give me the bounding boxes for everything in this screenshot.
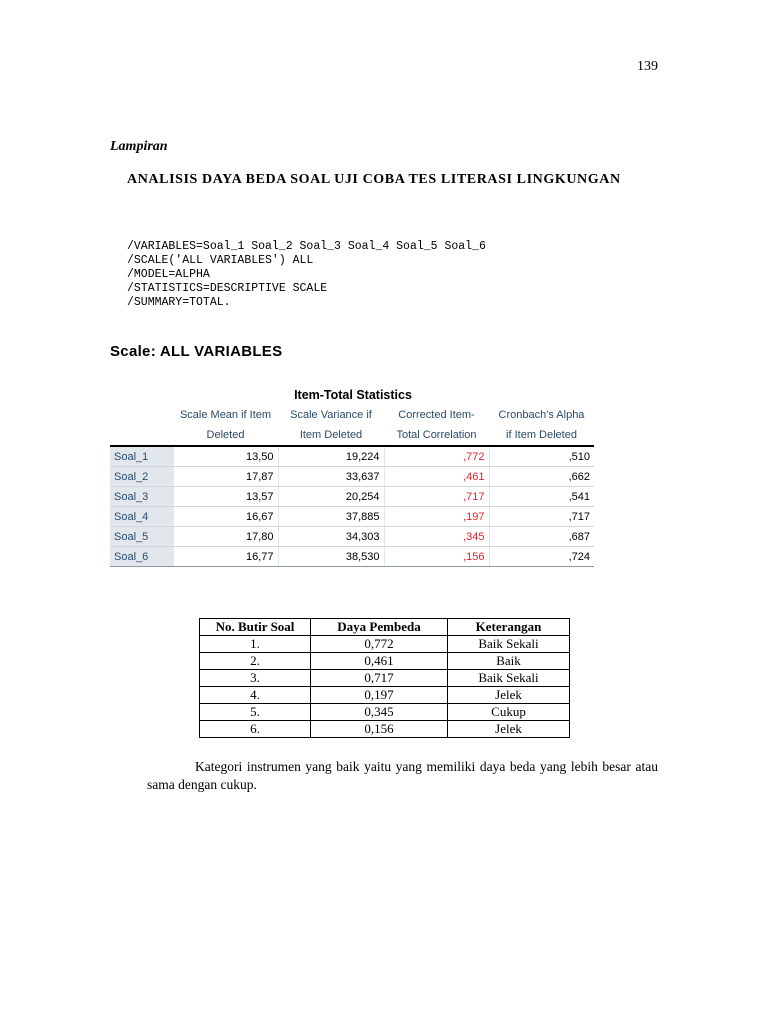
header-cell: Deleted — [173, 425, 278, 446]
table-cell: ,197 — [384, 507, 489, 527]
syntax-line: /STATISTICS=DESCRIPTIVE SCALE — [127, 282, 328, 295]
table-cell: 19,224 — [278, 446, 384, 467]
table-row — [110, 507, 594, 527]
table-cell: 13,50 — [173, 446, 278, 467]
table-cell: 0,772 — [311, 636, 448, 653]
table-cell: Jelek — [448, 687, 570, 704]
table-cell: 6. — [200, 721, 311, 738]
header-cell — [110, 425, 173, 446]
table-cell: ,662 — [489, 467, 594, 487]
table-cell: 4. — [200, 687, 311, 704]
table-row — [200, 670, 570, 687]
syntax-line: /SCALE('ALL VARIABLES') ALL — [127, 254, 314, 267]
table-header-row — [110, 425, 594, 446]
table-row — [200, 687, 570, 704]
syntax-line: /MODEL=ALPHA — [127, 268, 210, 281]
conclusion-paragraph — [147, 758, 658, 794]
appendix-label: Lampiran — [110, 139, 168, 154]
table-cell: 5. — [200, 704, 311, 721]
header-cell: Scale Variance if — [290, 409, 372, 421]
table-cell: Cukup — [448, 704, 570, 721]
table-cell: ,156 — [384, 547, 489, 567]
table-row — [200, 636, 570, 653]
table-cell: Jelek — [448, 721, 570, 738]
table-cell: 33,637 — [278, 467, 384, 487]
table-cell: ,724 — [489, 547, 594, 567]
table-cell: 3. — [200, 670, 311, 687]
table-cell: 0,461 — [311, 653, 448, 670]
header-cell: if Item Deleted — [489, 425, 594, 446]
header-cell: Scale Mean if Item — [179, 409, 272, 421]
table-row — [110, 527, 594, 547]
table-header-row — [110, 405, 594, 425]
table-cell: ,510 — [489, 446, 594, 467]
table-row — [200, 704, 570, 721]
spss-syntax-block — [127, 240, 486, 310]
table-cell: Baik Sekali — [448, 670, 570, 687]
item-total-title: Item-Total Statistics — [294, 388, 412, 402]
table-cell: ,541 — [489, 487, 594, 507]
header-cell: No. Butir Soal — [200, 619, 311, 636]
table-cell: 17,87 — [173, 467, 278, 487]
row-label: Soal_2 — [110, 467, 173, 487]
table-cell: 1. — [200, 636, 311, 653]
table-header-row — [200, 619, 570, 636]
table-cell: 37,885 — [278, 507, 384, 527]
table-row — [110, 446, 594, 467]
table-cell: 13,57 — [173, 487, 278, 507]
table-cell: 16,77 — [173, 547, 278, 567]
table-cell: ,717 — [489, 507, 594, 527]
table-cell: ,461 — [384, 467, 489, 487]
table-cell: ,687 — [489, 527, 594, 547]
row-label: Soal_6 — [110, 547, 173, 567]
table-cell: Baik Sekali — [448, 636, 570, 653]
table-row — [110, 487, 594, 507]
table-row — [110, 467, 594, 487]
header-cell: Daya Pembeda — [311, 619, 448, 636]
table-cell: ,772 — [384, 446, 489, 467]
table-row — [200, 721, 570, 738]
page-number: 139 — [637, 59, 658, 74]
scale-heading: Scale: ALL VARIABLES — [110, 343, 283, 360]
row-label: Soal_5 — [110, 527, 173, 547]
table-cell: ,717 — [384, 487, 489, 507]
row-label: Soal_4 — [110, 507, 173, 527]
paragraph-text: Kategori instrumen yang baik yaitu yang memiliki daya beda yang lebih besar atau sama dengan cukup. — [147, 759, 658, 792]
daya-pembeda-table — [199, 618, 570, 738]
header-cell — [110, 405, 173, 425]
table-cell: 20,254 — [278, 487, 384, 507]
syntax-line: /SUMMARY=TOTAL. — [127, 296, 231, 309]
table-cell: 34,303 — [278, 527, 384, 547]
table-row — [110, 547, 594, 567]
document-title: ANALISIS DAYA BEDA SOAL UJI COBA TES LITERASI LINGKUNGAN — [127, 172, 621, 187]
header-cell: Keterangan — [448, 619, 570, 636]
row-label: Soal_3 — [110, 487, 173, 507]
header-cell: Total Correlation — [384, 425, 489, 446]
table-row — [200, 653, 570, 670]
header-cell: Item Deleted — [278, 425, 384, 446]
table-cell: ,345 — [384, 527, 489, 547]
header-cell: Corrected Item- — [398, 409, 475, 421]
row-label: Soal_1 — [110, 446, 173, 467]
table-cell: 2. — [200, 653, 311, 670]
syntax-line: /VARIABLES=Soal_1 Soal_2 Soal_3 Soal_4 Soal_5 Soal_6 — [127, 240, 486, 253]
table-cell: 0,717 — [311, 670, 448, 687]
table-cell: Baik — [448, 653, 570, 670]
table-cell: 0,345 — [311, 704, 448, 721]
table-cell: 17,80 — [173, 527, 278, 547]
item-total-statistics-table — [110, 405, 594, 567]
header-cell: Cronbach's Alpha — [498, 409, 585, 421]
table-cell: 0,156 — [311, 721, 448, 738]
table-cell: 0,197 — [311, 687, 448, 704]
table-cell: 16,67 — [173, 507, 278, 527]
table-cell: 38,530 — [278, 547, 384, 567]
